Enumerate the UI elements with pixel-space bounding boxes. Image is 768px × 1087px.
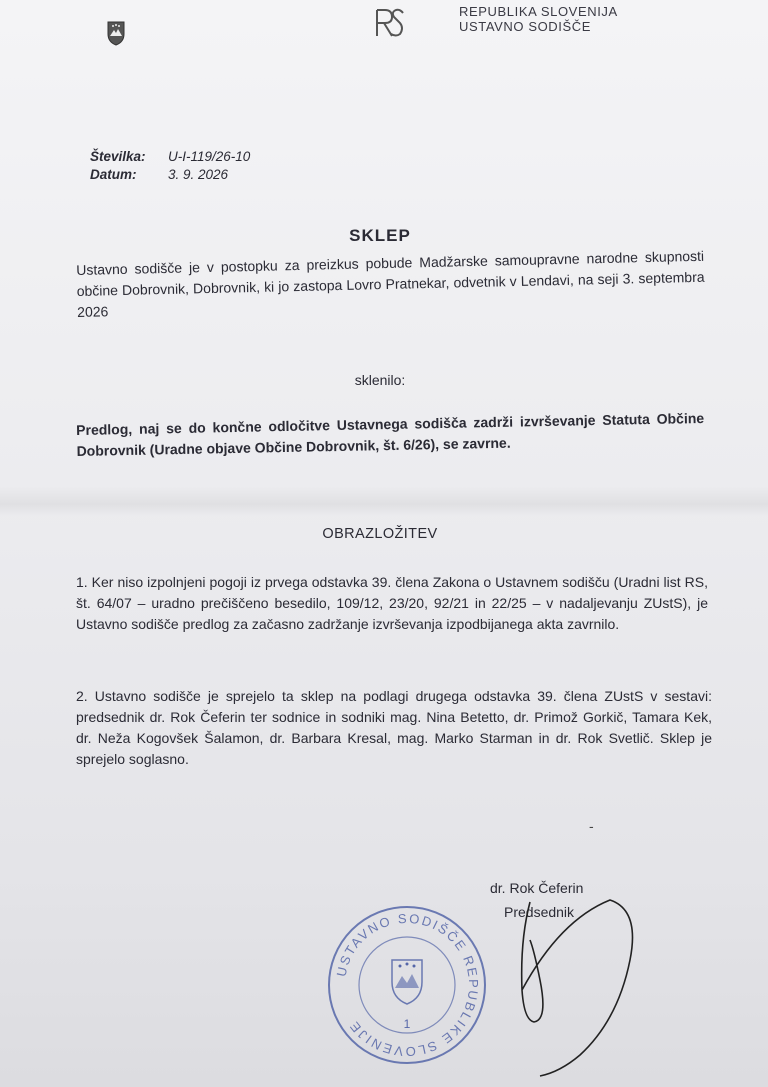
letterhead-line-1: REPUBLIKA SLOVENIJA bbox=[459, 4, 618, 19]
document-title: SKLEP bbox=[349, 226, 411, 245]
date-label: Datum: bbox=[90, 167, 137, 182]
rs-monogram-logo bbox=[372, 6, 406, 40]
reasoning-heading: OBRAZLOŽITEV bbox=[322, 526, 438, 542]
case-number-label: Številka: bbox=[90, 149, 146, 164]
court-seal-stamp bbox=[322, 900, 492, 1070]
reasoning-point-2: 2. Ustavno sodišče je sprejelo ta sklep na podlagi drugega odstavka 39. člena ZUstS v sestavi: predsednik dr. Rok Čeferin ter sodnice in sodniki mag. Nina Betetto, dr. Primož Gorkič, Tamara Kek, dr. Neža Kogovšek Šalamon, dr. Barbara Kresal, mag. Marko Starman in dr. Rok Svetlič. Sklep je sprejelo soglasno. bbox=[76, 688, 712, 767]
letterhead bbox=[459, 4, 618, 34]
seal-text: USTAVNO SODIŠČE REPUBLIKE SLOVENIJE bbox=[333, 910, 482, 1060]
signatory-role: Predsednik bbox=[504, 904, 575, 920]
signatory-name: dr. Rok Čeferin bbox=[490, 880, 584, 896]
decision-paragraph: Predlog, naj se do končne odločitve Ustavnega sodišča zadrži izvrševanje Statuta Občine Dobrovnik (Uradne objave Občine Dobrovnik, št. 6/26), se zavrne. bbox=[76, 409, 705, 459]
case-meta bbox=[90, 148, 250, 184]
signature-mark: - bbox=[589, 818, 594, 834]
reasoning-point-1: 1. Ker niso izpolnjeni pogoji iz prvega odstavka 39. člena Zakona o Ustavnem sodišču (Uradni list RS, št. 64/07 – uradno prečiščeno besedilo, 109/12, 23/20, 92/21 in 22/25 – v nadaljevanju ZUstS), je Ustavno sodišče predlog za začasno zadržanje izvrševanja izpodbijanega akta zavrnilo. bbox=[76, 574, 708, 632]
seal-number: 1 bbox=[403, 1017, 411, 1031]
paper-fold-shadow bbox=[0, 486, 768, 516]
handwritten-signature bbox=[500, 880, 650, 1080]
slovenian-coat-of-arms-icon bbox=[106, 20, 126, 46]
intro-paragraph: Ustavno sodišče je v postopku za preizkus pobude Madžarske samoupravne narodne skupnosti občine Dobrovnik, Dobrovnik, ki jo zastopa Lovro Pratnekar, odvetnik v Lendavi, na seji 3. septembra 2026 bbox=[76, 247, 705, 320]
case-number-value: U-I-119/26-10 bbox=[168, 149, 251, 164]
resolved-line: sklenilo: bbox=[354, 372, 406, 388]
letterhead-line-2: USTAVNO SODIŠČE bbox=[459, 19, 592, 34]
date-value: 3. 9. 2026 bbox=[168, 167, 229, 182]
